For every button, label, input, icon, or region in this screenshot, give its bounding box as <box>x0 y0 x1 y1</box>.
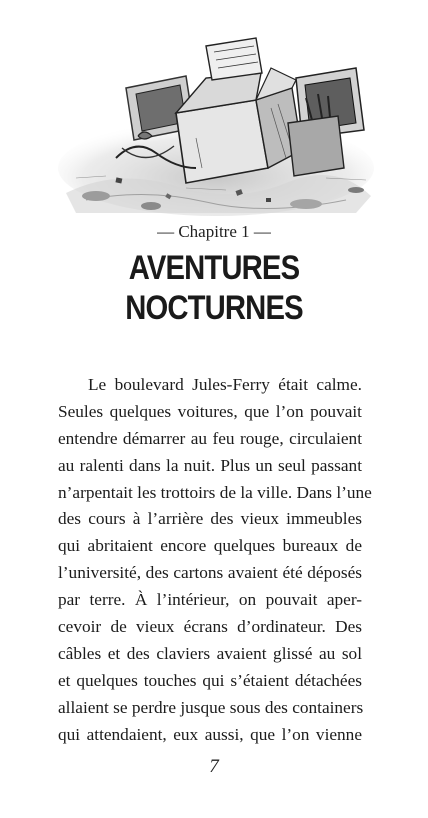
text-line: n’arpentait les trottoirs de la ville. Dans l’une <box>58 482 372 502</box>
text-line: l’université, des cartons avaient été déposés <box>58 563 362 583</box>
text-line: allaient se perdre jusque sous des containers <box>58 697 364 717</box>
page-number: 7 <box>209 756 219 777</box>
chapter-title <box>30 248 398 328</box>
text-line: Le boulevard Jules-Ferry était calme. <box>88 375 362 394</box>
text-line: cevoir de vieux écrans d’ordinateur. Des <box>58 617 362 637</box>
text-line: par terre. À l’intérieur, on pouvait aper- <box>58 590 362 610</box>
chapter-illustration <box>56 18 374 218</box>
text-line: au ralenti dans la nuit. Plus un seul passant <box>58 455 362 475</box>
text-line: et quelques touches qui s’étaient détachées <box>58 670 362 690</box>
text-line: Seules quelques voitures, que l’on pouvait <box>58 401 362 421</box>
text-line: câbles et des claviers avaient glissé au sol <box>58 643 362 663</box>
text-line: des cours à l’arrière des vieux immeubles <box>58 509 362 529</box>
body-text <box>58 372 372 748</box>
text-line: entendre démarrer au feu rouge, circulaient <box>58 428 362 448</box>
chapter-title-line-2: NOCTURNES <box>125 289 303 327</box>
chapter-label: — Chapitre 1 — <box>157 222 271 241</box>
chapter-title-line-1: AVENTURES <box>128 249 300 287</box>
computer-junk-drawing-icon <box>56 18 374 218</box>
text-line: qui abritaient encore quelques bureaux de <box>58 536 362 556</box>
text-line: qui attendaient, eux aussi, que l’on vienne <box>58 724 362 744</box>
